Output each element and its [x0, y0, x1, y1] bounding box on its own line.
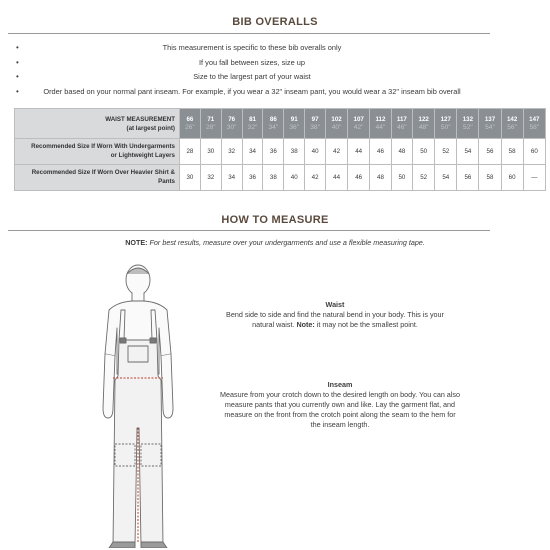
- size-value-cell: 50: [391, 165, 412, 191]
- right-arm: [161, 354, 173, 418]
- size-value-cell: 60: [501, 165, 523, 191]
- bib-overalls-title: BIB OVERALLS: [232, 16, 318, 28]
- inseam-heading: Inseam: [327, 380, 353, 389]
- inseam-text-line: Measure from your crotch down to the desired length on body. You can also: [220, 390, 460, 399]
- waist-cm-value: 127: [440, 116, 451, 123]
- row-label-line2: Pants: [158, 177, 175, 185]
- waist-header-label-line1: WAIST MEASUREMENT: [105, 115, 175, 123]
- waist-inch-value: 32": [247, 124, 258, 131]
- left-buckle: [120, 338, 126, 343]
- waist-inch-value: 50": [440, 124, 451, 131]
- size-chart-table: [14, 108, 546, 191]
- row-label-line1: Recommended Size If Worn Over Heavier Shirt &: [31, 169, 175, 176]
- bullet-item: • Order based on your normal pant inseam. For example, if you wear a 32" inseam pant, you would wear a 32" inseam bib overall: [14, 85, 490, 100]
- waist-cm-value: 107: [353, 116, 364, 123]
- waist-cm-value: 137: [484, 116, 496, 123]
- size-value-cell: 48: [370, 165, 391, 191]
- size-value-cell: 54: [457, 139, 479, 165]
- waist-text-line1: Bend side to side and find the natural bend in your body. This is your: [226, 310, 444, 319]
- waist-header-row: [15, 109, 546, 139]
- waist-inch-value: 28": [205, 124, 216, 131]
- size-value-cell: 50: [413, 139, 435, 165]
- row-label-line1: Recommended Size If Worn With Undergarments: [31, 143, 175, 150]
- bullet-item: • If you fall between sizes, size up: [14, 56, 490, 71]
- waist-cm-value: 66: [186, 116, 194, 123]
- waist-cm-value: 76: [228, 116, 236, 123]
- size-value-cell: 52: [435, 139, 457, 165]
- size-value-cell: 56: [479, 139, 501, 165]
- size-value-cell: 30: [180, 165, 201, 191]
- measuring-note: [0, 238, 550, 247]
- size-value-cell: 36: [263, 139, 284, 165]
- waist-cm-value: 81: [249, 116, 256, 123]
- size-value-cell: 42: [305, 165, 326, 191]
- waist-size-header-cell: [263, 109, 284, 139]
- waist-cm-value: 112: [375, 116, 386, 123]
- bullet-item: • This measurement is specific to these bib overalls only: [14, 41, 490, 56]
- bib-pocket: [128, 346, 148, 362]
- bullet-item: • Size to the largest part of your waist: [14, 70, 490, 85]
- waist-inch-value: 36": [289, 124, 300, 131]
- row-label: [15, 165, 180, 191]
- note-text: For best results, measure over your undergarments and use a flexible measuring tape.: [147, 238, 425, 247]
- size-value-cell: 30: [200, 139, 221, 165]
- waist-size-header-cell: [523, 109, 545, 139]
- waist-inch-value: 48": [418, 124, 429, 131]
- size-value-cell: 34: [221, 165, 242, 191]
- waist-cm-value: 86: [269, 116, 277, 123]
- size-value-cell: 60: [523, 139, 545, 165]
- size-value-cell: 44: [326, 165, 348, 191]
- waist-size-header-cell: [200, 109, 221, 139]
- waist-size-header-cell: [180, 109, 201, 139]
- size-row-undergarments: [15, 139, 546, 165]
- waist-size-header-cell: [370, 109, 391, 139]
- size-value-cell: 52: [413, 165, 435, 191]
- inseam-text-line: the inseam length.: [310, 420, 370, 429]
- waist-inch-value: 58": [529, 124, 540, 131]
- waist-size-header-cell: [348, 109, 370, 139]
- waist-size-header-cell: [501, 109, 523, 139]
- waist-cm-value: 142: [506, 116, 518, 123]
- waist-inch-value: 26": [185, 124, 195, 131]
- waist-inch-value: 30": [226, 124, 237, 131]
- row-label: [15, 139, 180, 165]
- fit-bullets: [14, 41, 490, 100]
- waist-size-header-cell: [284, 109, 305, 139]
- size-row-heavier-layers: [15, 165, 546, 191]
- size-value-cell: 48: [391, 139, 412, 165]
- waist-cm-value: 122: [418, 116, 429, 123]
- waist-size-header-cell: [326, 109, 348, 139]
- title-divider: [8, 33, 490, 34]
- waist-size-header-cell: [305, 109, 326, 139]
- inseam-text-line: measure pants that you currently own and like. Lay the garment flat, and: [224, 400, 456, 409]
- waist-header-label-line2: (at largest point): [126, 124, 175, 132]
- waist-cm-value: 91: [290, 116, 298, 123]
- waist-heading: Waist: [325, 300, 345, 309]
- how-to-measure-title: HOW TO MEASURE: [221, 214, 329, 226]
- size-value-cell: 34: [242, 139, 263, 165]
- size-value-cell: —: [523, 165, 545, 191]
- waist-cm-value: 97: [311, 116, 319, 123]
- waist-inch-value: 42": [353, 124, 364, 131]
- waist-inch-value: 44": [375, 124, 386, 131]
- waist-inch-value: 46": [397, 124, 407, 131]
- waist-inch-value: 56": [507, 124, 517, 131]
- size-value-cell: 42: [326, 139, 348, 165]
- waist-inch-value: 34": [268, 124, 279, 131]
- size-value-cell: 56: [457, 165, 479, 191]
- size-value-cell: 38: [284, 139, 305, 165]
- size-value-cell: 40: [305, 139, 326, 165]
- waist-text-line2: natural waist.: [252, 320, 297, 329]
- waist-size-header-cell: [242, 109, 263, 139]
- size-value-cell: 32: [221, 139, 242, 165]
- size-value-cell: 46: [348, 165, 370, 191]
- size-value-cell: 46: [370, 139, 391, 165]
- size-value-cell: 40: [284, 165, 305, 191]
- right-buckle: [150, 338, 156, 343]
- size-value-cell: 58: [479, 165, 501, 191]
- waist-size-header-cell: [457, 109, 479, 139]
- waist-inch-value: 40": [331, 124, 342, 131]
- size-value-cell: 28: [180, 139, 201, 165]
- size-value-cell: 38: [263, 165, 284, 191]
- section-divider: [8, 230, 490, 231]
- left-arm: [103, 354, 115, 418]
- waist-header-label: [15, 109, 180, 139]
- waist-cm-value: 102: [331, 116, 342, 123]
- inseam-text-line: measure on the front from the crotch point along the seam to the hem for: [224, 410, 456, 419]
- size-value-cell: 54: [435, 165, 457, 191]
- inseam-instructions: [200, 380, 480, 430]
- waist-size-header-cell: [479, 109, 501, 139]
- waist-inch-value: 52": [463, 124, 473, 131]
- size-value-cell: 44: [348, 139, 370, 165]
- waist-note-label: Note:: [296, 320, 315, 329]
- size-value-cell: 36: [242, 165, 263, 191]
- waist-inch-value: 38": [310, 124, 320, 131]
- waist-cm-value: 132: [462, 116, 474, 123]
- waist-cm-value: 117: [396, 116, 407, 123]
- waist-size-header-cell: [221, 109, 242, 139]
- waist-size-header-cell: [435, 109, 457, 139]
- left-boot: [109, 542, 135, 548]
- waist-cm-value: 147: [529, 116, 540, 123]
- waist-size-header-cell: [413, 109, 435, 139]
- right-boot: [141, 542, 167, 548]
- waist-instructions: [200, 300, 470, 330]
- note-label: NOTE:: [125, 238, 148, 247]
- size-value-cell: 58: [501, 139, 523, 165]
- waist-size-header-cell: [391, 109, 412, 139]
- waist-note-text: it may not be the smallest point.: [314, 320, 418, 329]
- waist-inch-value: 54": [485, 124, 495, 131]
- size-value-cell: 32: [200, 165, 221, 191]
- waist-cm-value: 71: [207, 116, 215, 123]
- row-label-line2: or Lightweight Layers: [110, 151, 175, 159]
